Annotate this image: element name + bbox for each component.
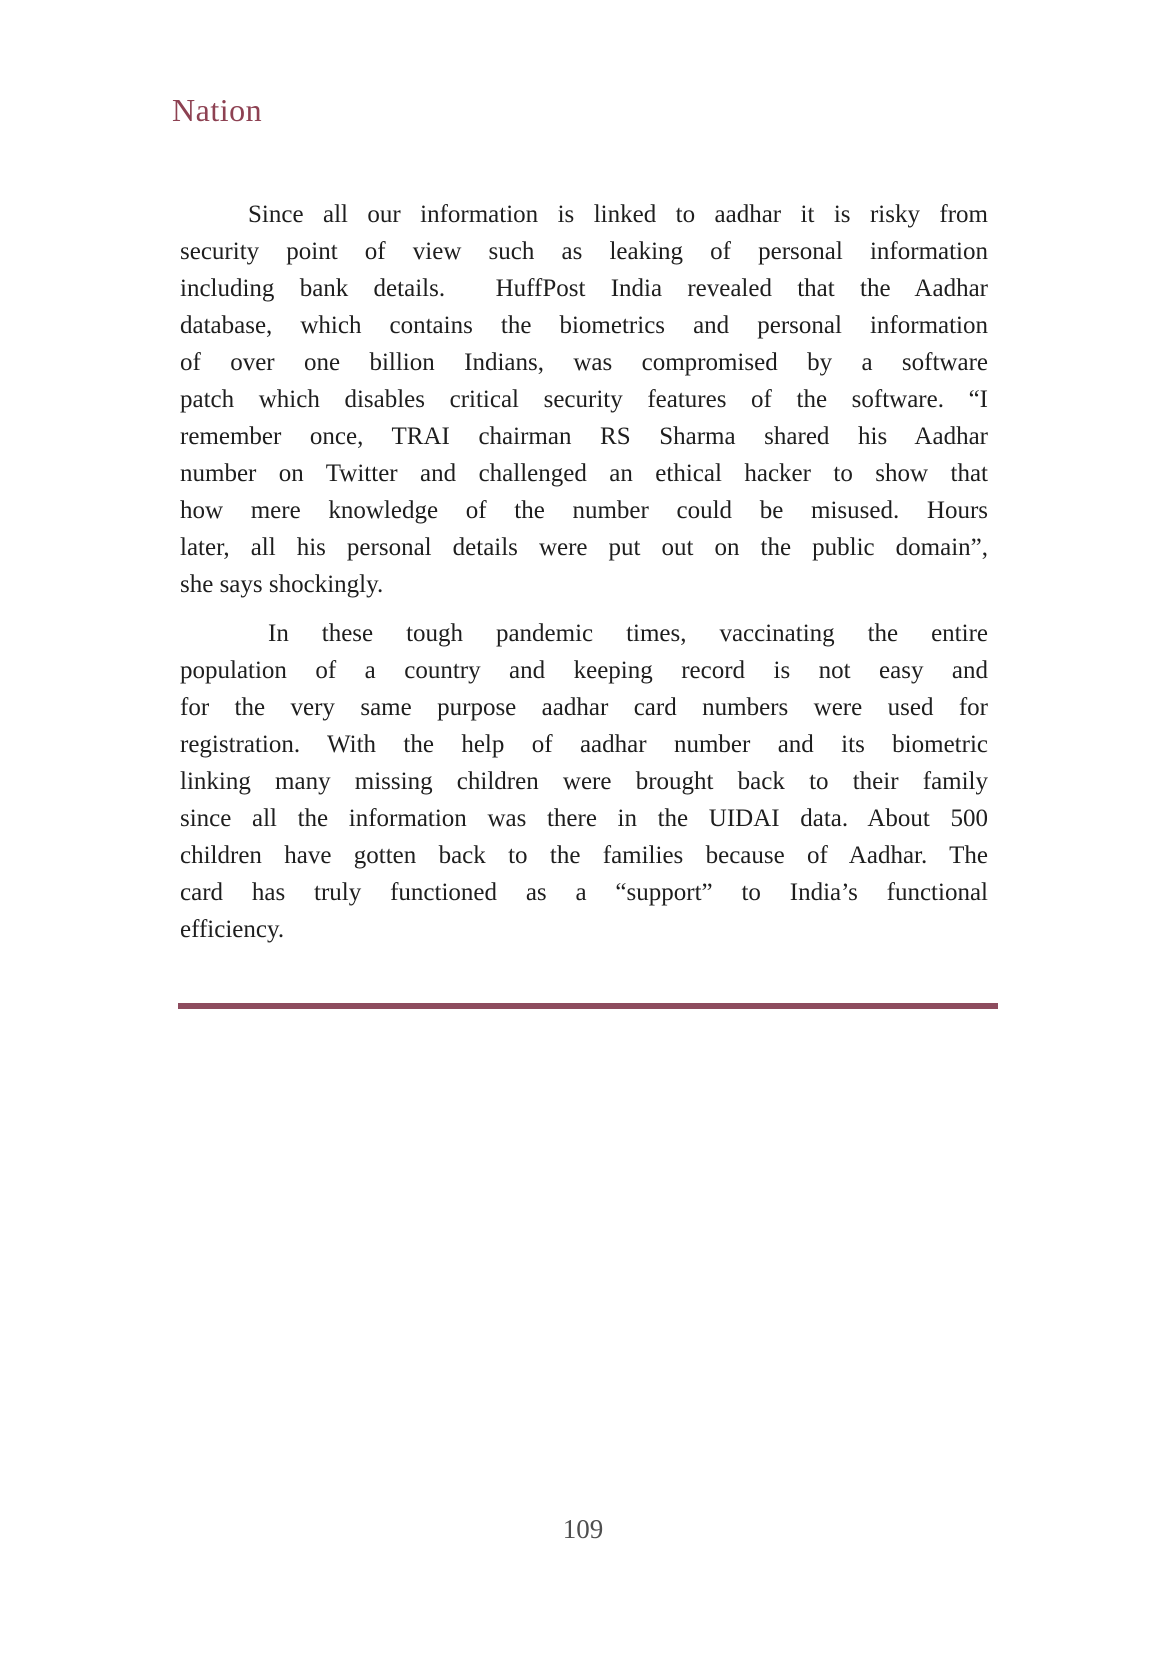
paragraph1-line: database, which contains the biometrics and personal information xyxy=(180,312,988,339)
paragraph1-line: later, all his personal details were put out on the public domain”, xyxy=(180,534,988,561)
page-number: 109 xyxy=(562,1514,604,1544)
body-text-block xyxy=(180,196,988,948)
paragraph2-line: In these tough pandemic times, vaccinating the entire xyxy=(268,620,988,647)
paragraph2-line: card has truly functioned as a “support” to India’s functional xyxy=(180,879,988,906)
paragraph1-line: number on Twitter and challenged an ethical hacker to show that xyxy=(180,460,988,487)
paragraph1-line: Since all our information is linked to aadhar it is risky from xyxy=(248,201,988,228)
paragraph2-line: efficiency. xyxy=(180,916,285,943)
paragraph1-line: including bank details. HuffPost India revealed that the Aadhar xyxy=(180,275,988,302)
paragraph1-line: remember once, TRAI chairman RS Sharma shared his Aadhar xyxy=(180,423,988,450)
paragraph2-line: for the very same purpose aadhar card numbers were used for xyxy=(180,694,988,721)
paragraph-gap xyxy=(180,603,988,615)
paragraph1-line: patch which disables critical security features of the software. “I xyxy=(180,386,988,413)
section-end-rule xyxy=(178,1003,998,1009)
paragraph1-line: she says shockingly. xyxy=(180,571,384,598)
paragraph2-line: children have gotten back to the families because of Aadhar. The xyxy=(180,842,988,869)
paragraph1-line: how mere knowledge of the number could be misused. Hours xyxy=(180,497,988,524)
paragraph2-line: registration. With the help of aadhar number and its biometric xyxy=(180,731,988,758)
paragraph2-line: linking many missing children were brought back to their family xyxy=(180,768,988,795)
paragraph1-line: of over one billion Indians, was compromised by a software xyxy=(180,349,988,376)
section-label: Nation xyxy=(172,92,263,128)
paragraph1-line: security point of view such as leaking of personal information xyxy=(180,238,988,265)
paragraph2-line: population of a country and keeping record is not easy and xyxy=(180,657,988,684)
paragraph2-line: since all the information was there in the UIDAI data. About 500 xyxy=(180,805,988,832)
